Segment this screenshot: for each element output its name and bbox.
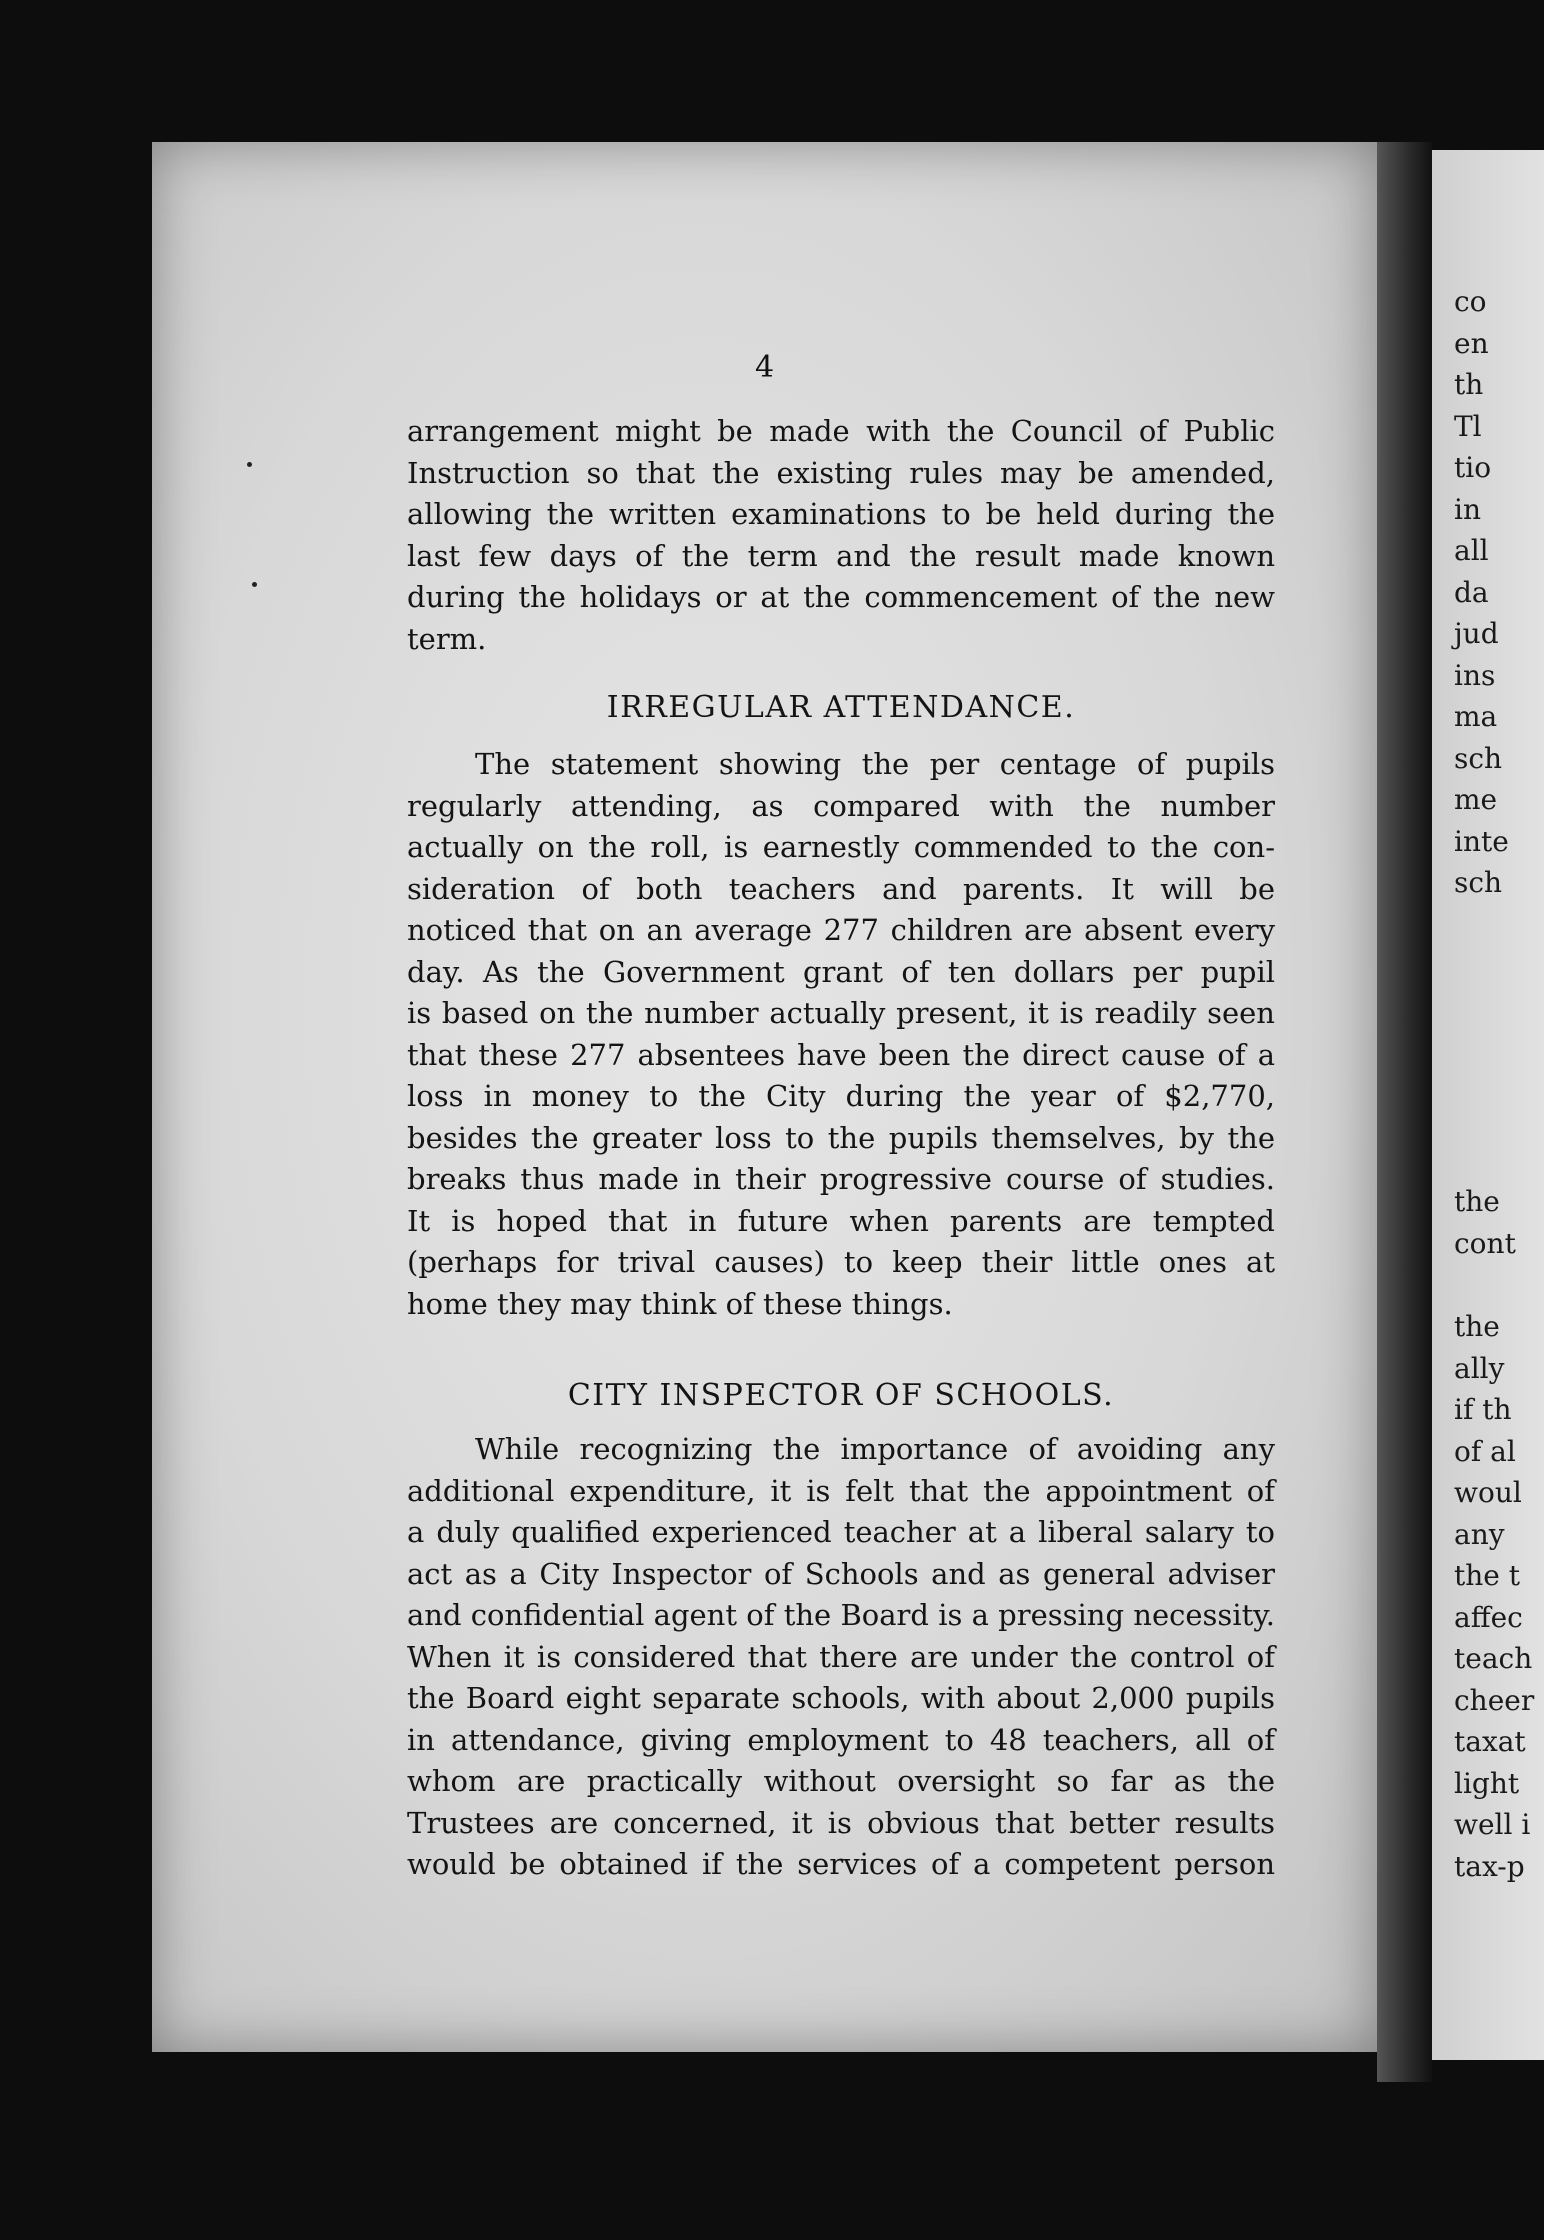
adjacent-page-text-fragment: in xyxy=(1454,492,1481,526)
adjacent-page-text-fragment: da xyxy=(1454,575,1489,609)
adjacent-page-text-fragment: jud xyxy=(1454,617,1499,650)
adjacent-page-text-fragment: en xyxy=(1454,326,1489,360)
adjacent-page-text-fragment: the t xyxy=(1454,1559,1521,1592)
text-line: is based on the number actually present, it is readily seen xyxy=(407,996,1275,1030)
text-line: act as a City Inspector of Schools and as general adviser xyxy=(407,1556,1275,1591)
text-line: besides the greater loss to the pupils themselves, by the xyxy=(407,1120,1275,1155)
text-line: allowing the written examinations to be held during the xyxy=(407,497,1275,531)
text-line: While recognizing the importance of avoiding any xyxy=(475,1432,1275,1466)
adjacent-page-text-fragment: th xyxy=(1454,368,1484,401)
text-line: Trustees are concerned, it is obvious that better results xyxy=(407,1805,1275,1840)
text-line: day. As the Government grant of ten dollars per pupil xyxy=(407,954,1275,989)
text-line: breaks thus made in their progressive course of studies. xyxy=(407,1162,1275,1196)
adjacent-page-text-fragment: the xyxy=(1454,1310,1500,1343)
text-line: a duly qualified experienced teacher at a liberal salary to xyxy=(407,1515,1275,1549)
text-line: in attendance, giving employment to 48 teachers, all of xyxy=(407,1722,1275,1757)
section-heading-city-inspector: CITY INSPECTOR OF SCHOOLS. xyxy=(567,1378,1115,1413)
adjacent-page-text-fragment: inte xyxy=(1454,824,1509,858)
text-line: and confidential agent of the Board is a pressing necessity. xyxy=(407,1598,1275,1632)
adjacent-page-text-fragment: teach xyxy=(1454,1642,1533,1675)
text-line: arrangement might be made with the Council of Public xyxy=(407,414,1275,448)
adjacent-page-text-fragment: Tl xyxy=(1454,409,1482,443)
text-line: loss in money to the City during the year of $2,770, xyxy=(407,1079,1275,1113)
text-line: It is hoped that in future when parents are tempted xyxy=(407,1203,1275,1238)
adjacent-page-text-fragment: tio xyxy=(1454,451,1492,484)
section-heading-irregular-attendance: IRREGULAR ATTENDANCE. xyxy=(606,690,1076,725)
adjacent-page-text-fragment: if th xyxy=(1454,1393,1512,1426)
text-line: When it is considered that there are under the control of xyxy=(407,1639,1275,1674)
adjacent-page-text-fragment: all xyxy=(1454,534,1489,567)
text-line: The statement showing the per centage of pupils xyxy=(475,747,1275,781)
page-gutter-shadow xyxy=(1377,142,1432,2082)
paragraph-3 xyxy=(407,1429,1275,1886)
text-line: home they may think of these things. xyxy=(407,1286,953,1321)
adjacent-page-text-fragment: ally xyxy=(1454,1351,1505,1385)
adjacent-page-text-fragment: cheer xyxy=(1454,1683,1535,1717)
text-line: additional expenditure, it is felt that the appointment of xyxy=(407,1473,1275,1508)
adjacent-page-text-fragment: affec xyxy=(1454,1600,1523,1634)
ink-speck xyxy=(252,582,257,587)
adjacent-page-text-fragment: any xyxy=(1454,1517,1505,1551)
adjacent-page-text-fragment: ma xyxy=(1454,700,1498,733)
adjacent-page-text-fragment: sch xyxy=(1454,866,1503,899)
adjacent-page-text-fragment: the xyxy=(1454,1185,1500,1218)
text-line: last few days of the term and the result made known xyxy=(407,538,1275,573)
adjacent-page-text-fragment: me xyxy=(1454,783,1498,816)
adjacent-page-text-fragment: tax-p xyxy=(1454,1849,1525,1883)
adjacent-page-text-fragment: of al xyxy=(1454,1434,1516,1468)
book-page xyxy=(152,142,1377,2052)
text-line: would be obtained if the services of a competent person xyxy=(407,1847,1275,1881)
text-line: actually on the roll, is earnestly commended to the con- xyxy=(407,830,1275,864)
paragraph-1 xyxy=(407,411,1275,660)
adjacent-page-text-fragment: woul xyxy=(1454,1476,1522,1509)
adjacent-page-text-fragment: taxat xyxy=(1454,1725,1526,1758)
adjacent-page-text-fragment: ins xyxy=(1454,658,1496,692)
adjacent-page-fragment xyxy=(1432,150,1544,2060)
text-line: sideration of both teachers and parents. It will be xyxy=(407,871,1275,906)
page-number: 4 xyxy=(754,350,775,385)
text-line: the Board eight separate schools, with about 2,000 pupils xyxy=(407,1681,1275,1715)
adjacent-page-text-fragment: co xyxy=(1454,285,1487,318)
adjacent-page-text-fragment: well i xyxy=(1454,1808,1531,1841)
adjacent-page-text-fragment: light xyxy=(1454,1766,1520,1800)
paragraph-2 xyxy=(407,744,1275,1325)
text-line: noticed that on an average 277 children are absent every xyxy=(407,913,1275,947)
text-line: whom are practically without oversight so far as the xyxy=(407,1764,1275,1798)
adjacent-page-text-fragment: cont xyxy=(1454,1226,1516,1260)
text-line: during the holidays or at the commencement of the new xyxy=(407,580,1275,614)
text-line: Instruction so that the existing rules may be amended, xyxy=(407,455,1275,490)
text-line: term. xyxy=(407,621,487,656)
ink-speck xyxy=(247,462,252,467)
text-line: (perhaps for trival causes) to keep their little ones at xyxy=(407,1245,1275,1279)
adjacent-page-text-fragment: sch xyxy=(1454,741,1503,775)
text-line: regularly attending, as compared with the number xyxy=(407,788,1275,823)
text-line: that these 277 absentees have been the direct cause of a xyxy=(407,1037,1275,1072)
